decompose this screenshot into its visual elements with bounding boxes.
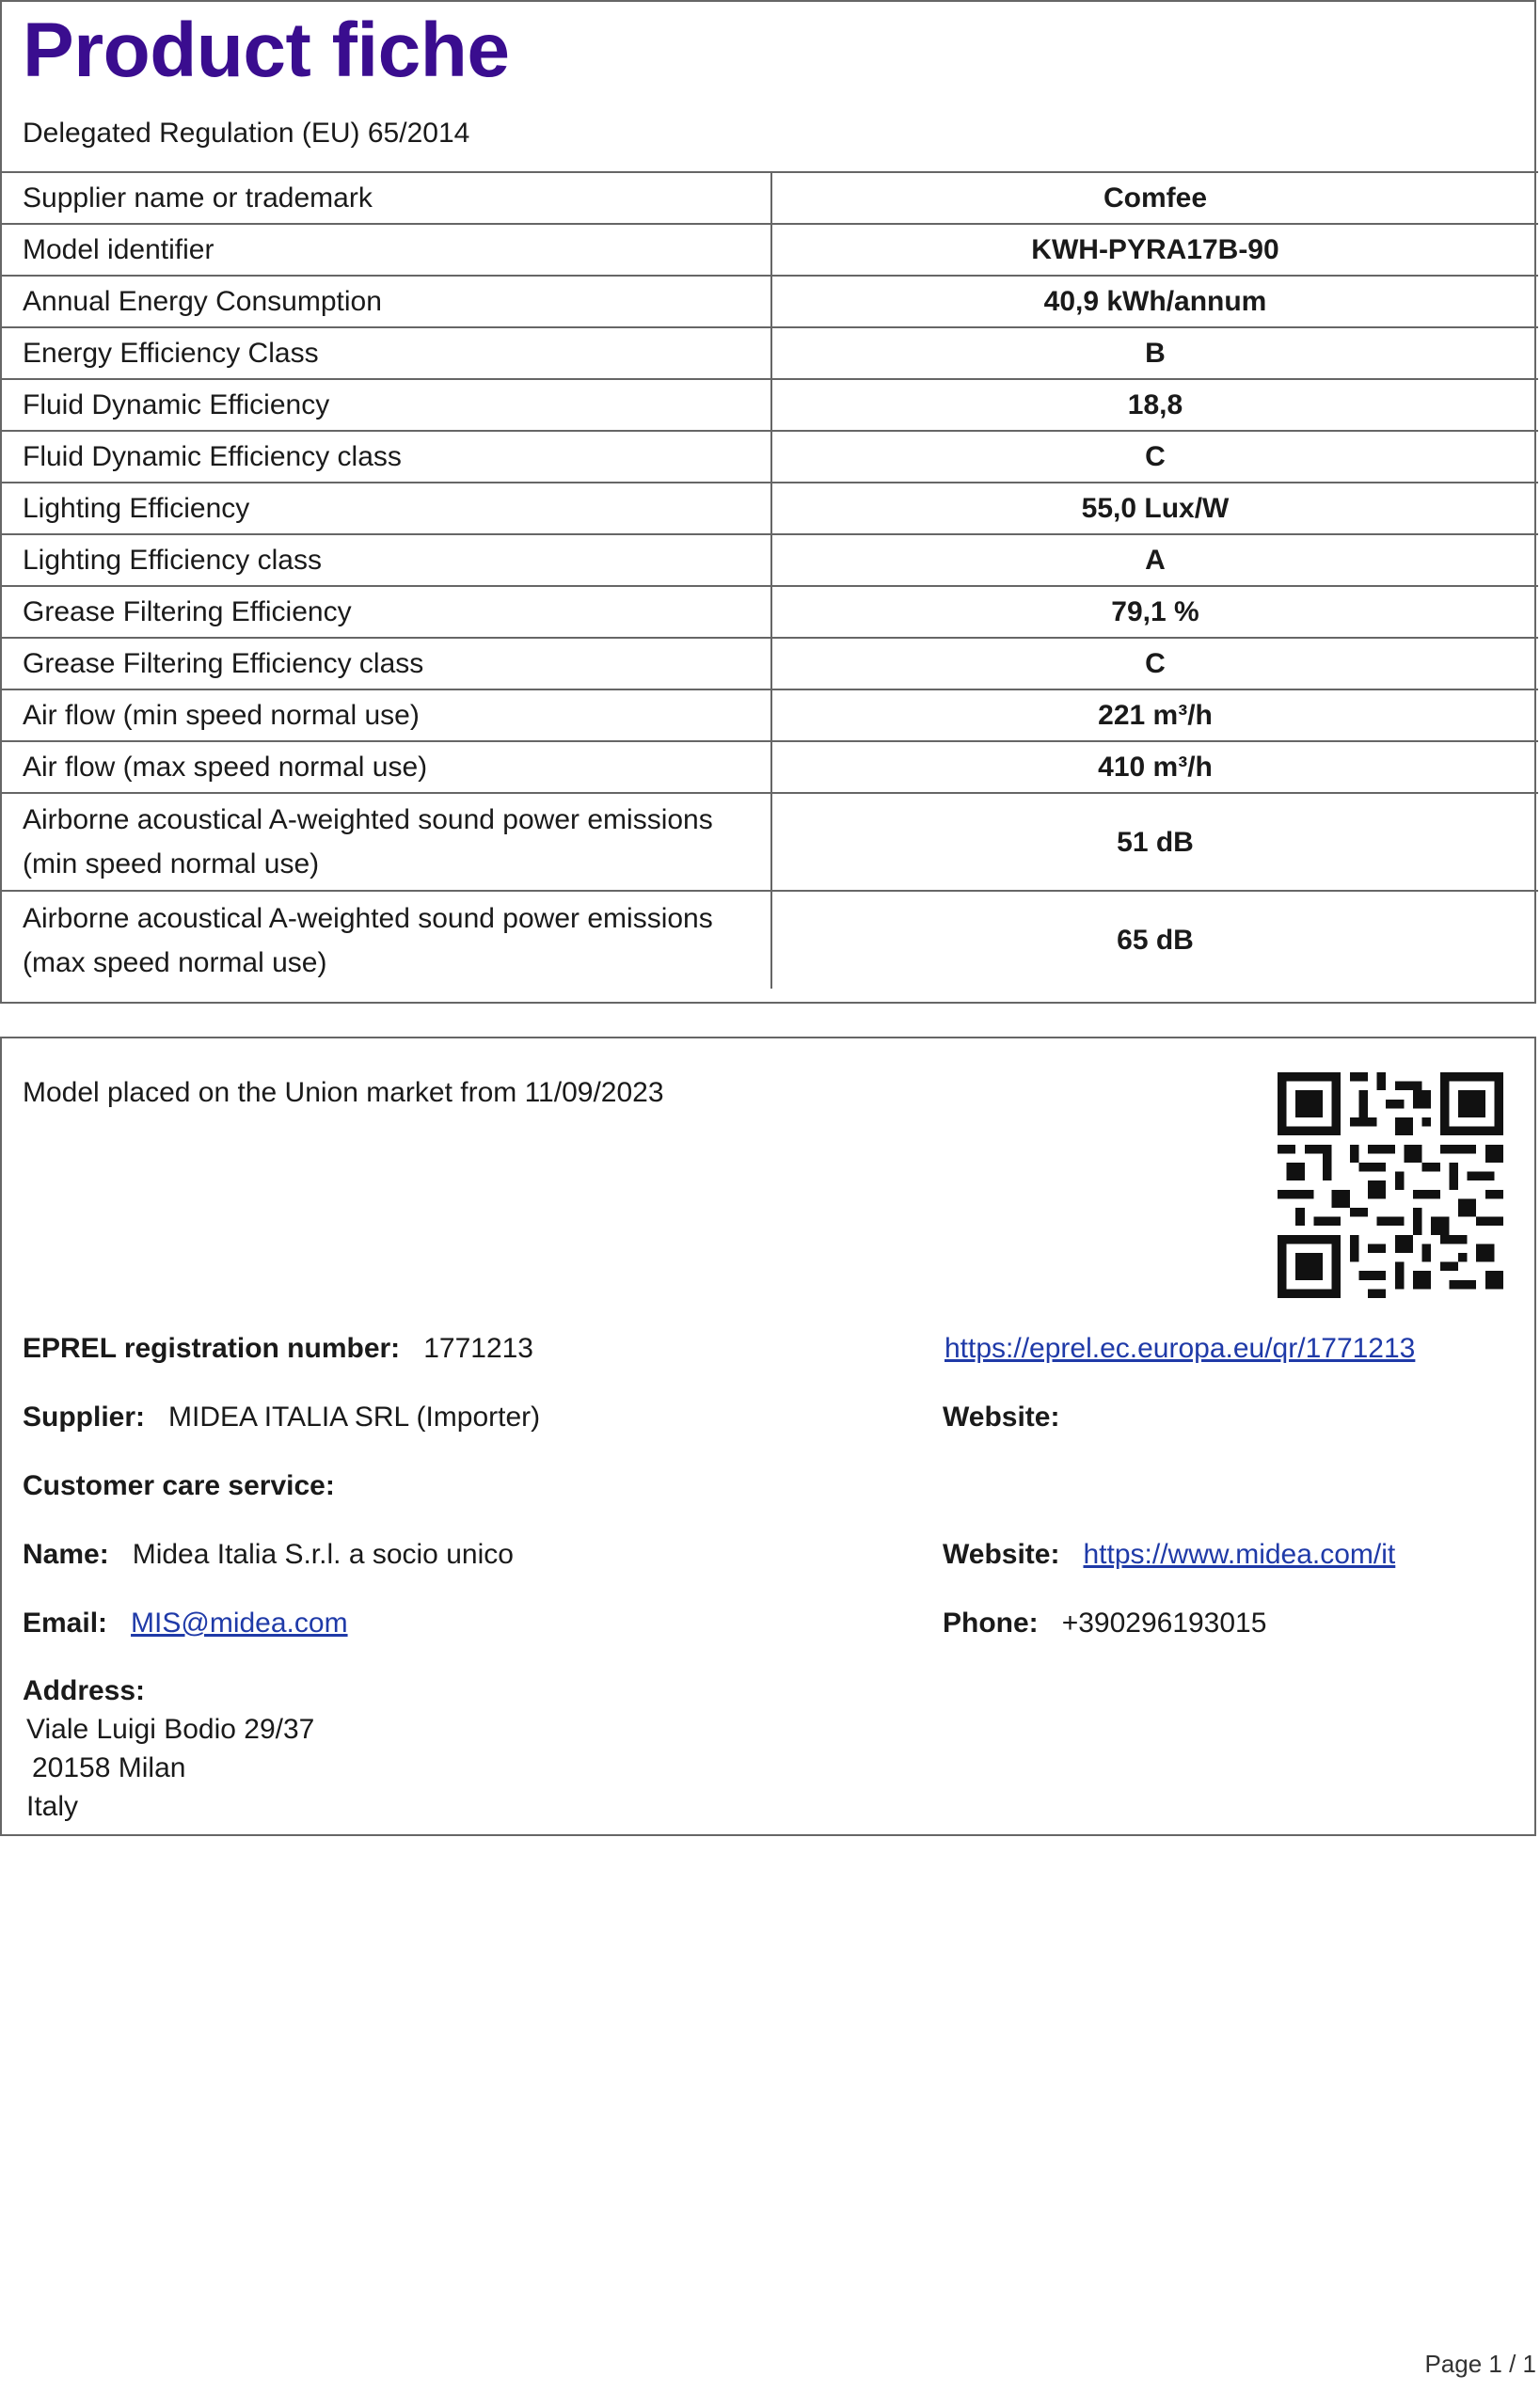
phone-label: Phone: bbox=[943, 1608, 1039, 1639]
website-label: Website: bbox=[943, 1539, 1060, 1570]
spec-value: 40,9 kWh/annum bbox=[771, 276, 1538, 327]
spec-label: Fluid Dynamic Efficiency bbox=[2, 379, 771, 431]
table-row bbox=[2, 431, 1538, 483]
spec-label: Model identifier bbox=[2, 224, 771, 276]
spec-value: 410 m³/h bbox=[771, 741, 1538, 793]
table-row bbox=[2, 586, 1538, 638]
spec-label: Air flow (min speed normal use) bbox=[2, 689, 771, 741]
email-link[interactable]: MIS@midea.com bbox=[131, 1608, 348, 1639]
spec-label-line2: (max speed normal use) bbox=[23, 946, 327, 978]
phone-number: +390296193015 bbox=[1061, 1608, 1267, 1639]
supplier-name: MIDEA ITALIA SRL (Importer) bbox=[168, 1402, 541, 1433]
spec-value: 221 m³/h bbox=[771, 689, 1538, 741]
spec-label bbox=[2, 891, 771, 989]
website-link[interactable]: https://www.midea.com/it bbox=[1083, 1539, 1396, 1570]
spec-label: Annual Energy Consumption bbox=[2, 276, 771, 327]
table-row bbox=[2, 793, 1538, 891]
spec-value: 51 dB bbox=[771, 793, 1538, 891]
spec-label: Grease Filtering Efficiency class bbox=[2, 638, 771, 689]
table-row bbox=[2, 741, 1538, 793]
spec-label-line1: Airborne acoustical A-weighted sound power emissions bbox=[23, 902, 713, 934]
table-row bbox=[2, 276, 1538, 327]
spec-label: Lighting Efficiency bbox=[2, 483, 771, 534]
table-row bbox=[2, 534, 1538, 586]
spec-label: Grease Filtering Efficiency bbox=[2, 586, 771, 638]
supplier-row bbox=[23, 1397, 540, 1438]
spec-label-line2: (min speed normal use) bbox=[23, 848, 320, 879]
spec-value: Comfee bbox=[771, 172, 1538, 224]
spec-value: 18,8 bbox=[771, 379, 1538, 431]
name-label: Name: bbox=[23, 1539, 109, 1570]
spec-value: 65 dB bbox=[771, 891, 1538, 989]
spec-value: C bbox=[771, 638, 1538, 689]
table-row bbox=[2, 891, 1538, 989]
spec-label: Fluid Dynamic Efficiency class bbox=[2, 431, 771, 483]
eprel-row bbox=[23, 1328, 533, 1370]
qr-code-icon bbox=[1278, 1072, 1503, 1298]
customer-care-heading: Customer care service: bbox=[23, 1470, 335, 1501]
address-line-1: Viale Luigi Bodio 29/37 bbox=[26, 1714, 315, 1745]
product-fiche-box bbox=[0, 0, 1536, 1004]
spec-value: 79,1 % bbox=[771, 586, 1538, 638]
spec-value: B bbox=[771, 327, 1538, 379]
customer-care-email-row bbox=[23, 1603, 348, 1644]
spec-label: Energy Efficiency Class bbox=[2, 327, 771, 379]
regulation-subtitle: Delegated Regulation (EU) 65/2014 bbox=[23, 118, 470, 149]
page-number: Page 1 / 1 bbox=[1424, 2350, 1536, 2378]
table-row bbox=[2, 327, 1538, 379]
spec-value: C bbox=[771, 431, 1538, 483]
customer-care-website-row bbox=[943, 1534, 1395, 1576]
table-row bbox=[2, 689, 1538, 741]
table-row bbox=[2, 224, 1538, 276]
table-row bbox=[2, 638, 1538, 689]
email-label: Email: bbox=[23, 1608, 108, 1639]
registration-info-box bbox=[0, 1037, 1536, 1836]
eprel-link[interactable]: https://eprel.ec.europa.eu/qr/1771213 bbox=[945, 1333, 1416, 1364]
table-row bbox=[2, 379, 1538, 431]
spec-label bbox=[2, 793, 771, 891]
customer-care-name: Midea Italia S.r.l. a socio unico bbox=[132, 1539, 514, 1570]
page-title: Product fiche bbox=[23, 8, 510, 93]
table-row bbox=[2, 483, 1538, 534]
supplier-website-label: Website: bbox=[943, 1402, 1060, 1433]
address-label: Address: bbox=[23, 1675, 146, 1706]
address-line-3: Italy bbox=[26, 1791, 79, 1822]
spec-label: Air flow (max speed normal use) bbox=[2, 741, 771, 793]
spec-label: Supplier name or trademark bbox=[2, 172, 771, 224]
table-row bbox=[2, 172, 1538, 224]
spec-value: KWH-PYRA17B-90 bbox=[771, 224, 1538, 276]
market-date-text: Model placed on the Union market from 11/09/2023 bbox=[23, 1077, 664, 1108]
spec-value: A bbox=[771, 534, 1538, 586]
address-line-2: 20158 Milan bbox=[32, 1752, 186, 1783]
customer-care-name-row bbox=[23, 1534, 514, 1576]
spec-table bbox=[2, 171, 1538, 989]
customer-care-phone-row bbox=[943, 1603, 1266, 1644]
eprel-label: EPREL registration number: bbox=[23, 1333, 401, 1364]
spec-label: Lighting Efficiency class bbox=[2, 534, 771, 586]
spec-value: 55,0 Lux/W bbox=[771, 483, 1538, 534]
spec-label-line1: Airborne acoustical A-weighted sound power emissions bbox=[23, 804, 713, 835]
supplier-label: Supplier: bbox=[23, 1402, 146, 1433]
eprel-number: 1771213 bbox=[423, 1333, 533, 1364]
